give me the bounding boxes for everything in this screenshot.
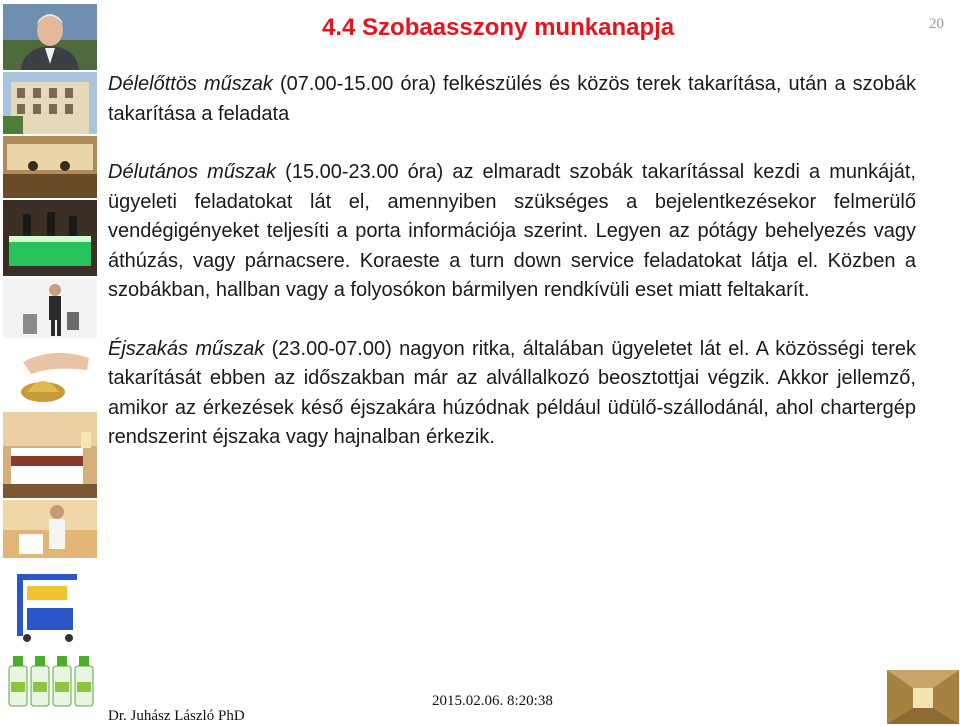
footer-author: Dr. Juhász László PhD: [108, 708, 245, 724]
slide-title: 4.4 Szobaasszony munkanapja: [322, 14, 675, 41]
shift-name: Éjszakás műszak: [108, 337, 265, 360]
reception-desk-photo: [3, 136, 97, 198]
shift-description: (23.00-07.00) nagyon ritka, általában ügyeletet lát el. A közösségi terek takarítását ebben az időszakban már az alvállalkozó beosztottjai végzik. Akkor jellemző, amikor az érkezések késő éjszakára húzódnak például üdülő-szállodánál, ahol chartergép rendszerint éjszaka vagy hajnalban érkezik.: [108, 337, 916, 448]
corridor-photo: [887, 670, 959, 724]
sidebar-image-strip: [0, 0, 100, 726]
morning-shift-paragraph: [108, 70, 916, 129]
hand-service-bell-photo: [3, 340, 97, 410]
shift-name: Délutános műszak: [108, 161, 277, 183]
page-number: 20: [929, 16, 944, 32]
cleaning-cart-photo: [3, 560, 97, 644]
cleaning-sprays-photo: [3, 648, 97, 710]
shift-name: Délelőttös műszak: [108, 73, 273, 95]
traveler-luggage-photo: [3, 278, 97, 338]
lobby-counter-photo: [3, 200, 97, 276]
portrait-photo: [3, 4, 97, 70]
shift-description: (15.00-23.00 óra) az elmaradt szobák takarítással kezdi a munkáját, ügyeleti feladatokat lát el, amennyiben szükséges a bejelentkezésekor felmerülő vendégigényeket teljesíti a porta információja szerint. Legyen az pótágy behelyezés vagy áthúzás, vagy párnacsere. Koraeste a turn down service feladatokat látja el. Közben a szobákban, hallban vagy a folyosókon bármilyen rendkívüli eset miatt feltakarít.: [108, 161, 916, 301]
hotel-building-photo: [3, 72, 97, 134]
hotel-bedroom-photo: [3, 412, 97, 498]
footer-datetime: 2015.02.06. 8:20:38: [432, 693, 553, 709]
afternoon-shift-paragraph: [108, 158, 916, 306]
shift-description: (07.00-15.00 óra) felkészülés és közös terek takarítása, után a szobák takarítása a feladata: [108, 73, 916, 125]
night-shift-paragraph: [108, 335, 916, 453]
housekeeper-photo: [3, 500, 97, 558]
slide-body: [108, 70, 916, 453]
